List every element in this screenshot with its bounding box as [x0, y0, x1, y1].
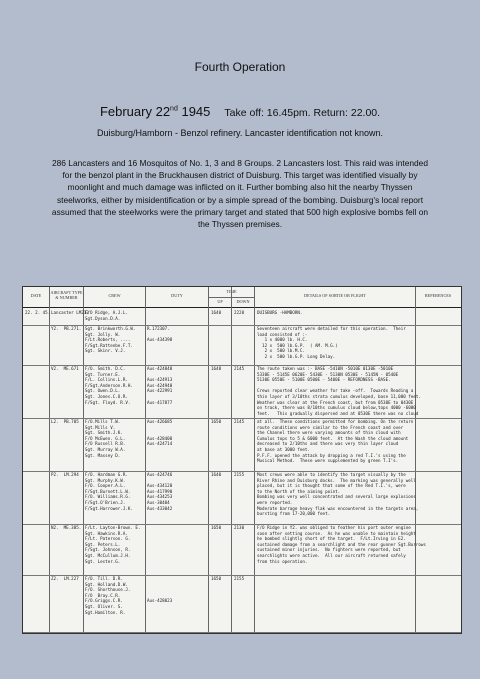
record-cell-aircraft: Y2. PB.271. [51, 326, 82, 331]
record-row [23, 471, 461, 525]
record-row [23, 325, 461, 366]
record-row [23, 365, 461, 419]
record-row [23, 418, 461, 472]
record-cell-aircraft: Lancaster LM212 [51, 310, 89, 315]
operation-title: Fourth Operation [194, 60, 286, 74]
record-cell-crew: F/O. Hardman G.R. Sgt. Murphy.K.W. F/O. Cooper.A.L. F/Sgt.Burnett.L.W. F/O. Williams.R.G. F/Sgt.O'Brien.J. F/Sgt.Harrower.J.K. [85, 472, 133, 511]
record-cell-duty: R.172307. Aus-434398 [147, 326, 173, 343]
record-cell-up [211, 326, 230, 364]
record-cell-duty [147, 310, 207, 324]
record-cell-date [25, 576, 49, 631]
record-cell-down: 2130 [234, 525, 245, 530]
record-cell-crew: F/Lt. Layton-Brown. E. Sgt. Hawkins.R.A. F/Lt. Paterson. G. Sgt. Peters.L. F/Sgt. Johnson, R. Sgt. McCullum.J.H. Sgt. Lester.G. [85, 525, 141, 564]
record-cell-up: 1650 [211, 576, 222, 581]
header-time: TIME [226, 289, 237, 294]
record-cell-date [25, 419, 49, 470]
record-row [23, 309, 461, 326]
record-cell-aircraft: P2. LM.294 [51, 472, 79, 477]
record-cell-aircraft: N2. ME.305. [51, 525, 82, 530]
record-row [23, 524, 461, 576]
header-duty: DUTY [171, 293, 183, 298]
record-cell-details: F/O Ridge in Y2. was obliged to feather his port outer engine soon after setting course. As he was unable to maintain height he bombed slightly short of the target. F/Lt.Irving in E2. sustained damage from a searchlight and the rear gunner Sgt.Burrows sustained minor injuries. No fighters were reported, but searchlights were active. All our aircraft returned safely from this operation. [257, 525, 426, 564]
record-cell-aircraft: V2. ME.671 [51, 366, 79, 371]
header-aircraft: AIRCRAFT TYPE & NUMBER [50, 290, 83, 300]
record-cell-crew: F/O.Mills T.W. Sgt.Mills V. Sgt. Smith.J.K. F/O McEwen. G.L. F/O Russell R.B. Sgt. Murray W.A. Sgt. Massey D. [85, 419, 126, 458]
record-cell-down: 2145 [234, 366, 245, 371]
record-cell-aircraft: Z2. LM.227 [51, 576, 79, 581]
operations-record-scan [22, 286, 462, 634]
record-cell-up: 1650 [211, 525, 222, 530]
record-cell-down [234, 326, 253, 364]
record-cell-duty: Aus-428023 [147, 598, 173, 604]
record-cell-duty [147, 525, 207, 574]
record-cell-crew: Sgt. Brinkworth.G.W. Sgt. Jolly. W. F/Lt.Roberts, .... F/Sgt.Rattenbe.F.T. Sgt. Skinr. V.J. [85, 326, 136, 354]
record-cell-duty: Aus-424848 Aus-424913 Aus-424940 Aus-422991 Aus-417877 [147, 366, 173, 405]
operation-date: February 22nd 1945 [99, 104, 211, 119]
record-cell-aircraft: L2. PB.705 [51, 419, 79, 424]
record-cell-crew: F/O. Smith. D.C. Sgt. Turner.E. F/L. Collins.L.R. F/Sgt.Anderson.R.H. Sgt. Owen.D.L. Sgt. Jones.C.O.R. F/Sgt. Floyd. R.V. [85, 366, 133, 405]
raid-summary: 286 Lancasters and 16 Mosquitos of No. 1, 3 and 8 Groups. 2 Lancasters lost. This raid was intended for the benzol plant in the Bruckhausen district of Duisburg. This target was identified visually by moonlight and much damage was inflicted on it. Further bombing also hit the nearby Thyssen steelworks, either by misidentification or by a simple spread of the bombing. Duisburg's local report assumed that the steelworks were the primary target and stated that 500 high explosive bombs fell on the Thyssen premises. [51, 158, 429, 230]
record-cell-down: 2145 [234, 419, 245, 424]
record-cell-crew: F/O Ridge, A.J.L. Sgt.Dyson.D.A. [85, 310, 128, 321]
header-crew: CREW [108, 293, 121, 298]
record-cell-details: at all. These conditions permitted for bombing. On the return route conditions were similar to the French coast and over the Channel there were varying amounts of thin cloud with Cumulus tops to 5 & 6000 feet. At the Wash the cloud amount decreased to 2/10ths and there was very thin layer cloud at base at 3000 feet. P.F.F. opened the attack by dropping a red T.I.'s using the Musical Method. These were supplemented by green T.I's. [257, 419, 414, 464]
header-down: DOWN [236, 299, 250, 304]
record-cell-details: DUISBURG -HAMBORN. [257, 310, 303, 315]
record-cell-date [25, 472, 49, 523]
record-cell-up: 1640 [211, 472, 222, 477]
header-date: DATE [30, 293, 42, 298]
record-cell-details [257, 576, 414, 631]
takeoff-return-times: Take off: 16.45pm. Return: 22.00. [224, 107, 381, 119]
record-cell-duty: Aus-426685 Aus-428408 Aus-424714 [147, 419, 173, 447]
record-cell-details: The route taken was :- BASE -5410N -5010E 0130E -5010E 5330E - 5145E 0620E- 5430E - 5130N 0530E - 5145N - 0540E 5130E 0550E - 5100E 0500E - 5400E - REFORDNESS -BASE. Crews reported clear weather for take -off. Towards Reading a thin layer of 3/10ths strata cumulus developed, base 11,000 feet. Weather was clear at the French coast, but from 0530E to 0430E on track, there was 8/10ths cumulus cloud below,tops 4000 -6000 feet. This gradually dispersed and at 0530E there was no cloud [257, 366, 421, 416]
header-details: DETAILS OF SORTIE OR FLIGHT [304, 293, 366, 298]
record-header [23, 287, 461, 308]
record-cell-date [25, 326, 49, 364]
record-row [23, 575, 461, 633]
date-line [0, 104, 480, 119]
record-cell-down: 2155 [234, 472, 245, 477]
record-cell-details: Most crews were able to identify the target visually by the River Rhine and Duisburg docks. The marking was generally well placed, but it is thought that some of the Red T.I.'s, were to the North of the aiming point. Bombing was very well concentrated and several large explosions were reported. Moderate barrage heavy flak was encountered in the targets area, bursting from 17-20,000 feet. [257, 472, 419, 517]
record-cell-date [25, 366, 49, 417]
header-up: UP [217, 299, 223, 304]
record-cell-up: 1650 [211, 419, 222, 424]
record-cell-up: 1640 [211, 310, 222, 315]
record-cell-down: 2220 [234, 310, 245, 315]
record-cell-date [25, 525, 49, 574]
target-line: Duisburg/Hamborn - Benzol refinery. Lancaster identification not known. [97, 128, 383, 138]
record-cell-up: 1648 [211, 366, 222, 371]
record-cell-details: Seventeen aircraft were detailed for this operation. Their load consisted of :- 1 x 4000 lb. H.C. 12 x 500 lb.G.P. ( AM. M.G.) 2 x 500 lb.M.C. 2 x 500 lb.G.P. Long Delay. [257, 326, 406, 359]
record-cell-date: 22. 2. 45. [25, 310, 51, 315]
record-cell-crew: F/O. Till. D.R. Sgt. Holland.D.W. F/O. Shorthouse.J. F/O Bray.C.R. F/O.Griggs.C.R. Sgt. Oliver. S. Sgt.Hamilton. R. [85, 576, 131, 615]
record-cell-down: 2155 [234, 576, 245, 581]
header-references: REFERENCES [424, 293, 452, 298]
record-cell-duty: Aus-424746 Aus-434120 Aus-417990 Aus-434253 Aus-30404 Aus-433042 [147, 472, 173, 511]
